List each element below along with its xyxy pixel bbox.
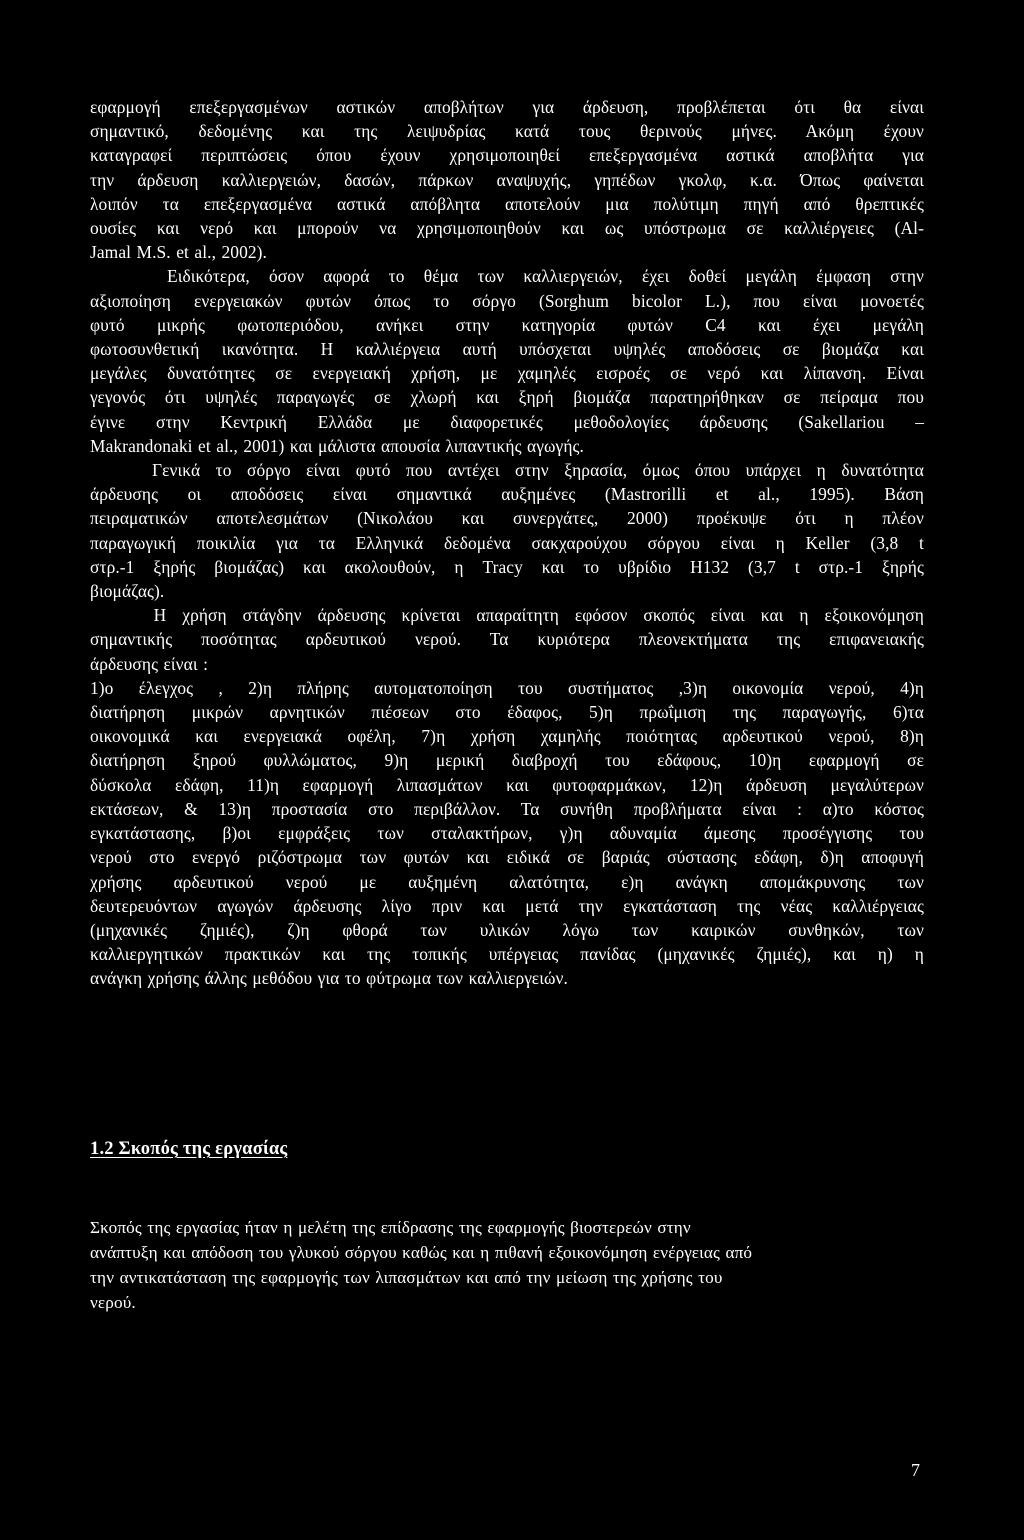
text-line: δευτερευόντων αγωγών άρδευσης λίγο πριν και μετά την εγκατάσταση της νέας καλλιέργειας: [90, 895, 924, 916]
text-line: Γενικά το σόργο είναι φυτό που αντέχει στην ξηρασία, όμως όπου υπάρχει η δυνατότητα: [90, 460, 924, 481]
text-line: ουσίες και νερό και μπορούν να χρησιμοποιηθούν και ως υπόστρωμα σε καλλιέργειες (Al-: [90, 218, 924, 239]
text-line: ανάπτυξη και απόδοση του γλυκού σόργου καθώς και η πιθανή εξοικονόμηση ενέργειας από: [90, 1243, 753, 1262]
text-line: άρδευσης οι αποδόσεις είναι σημαντικά αυξημένες (Mastrorilli et al., 1995). Βάση: [90, 484, 924, 505]
text-line: Σκοπός της εργασίας ήταν η μελέτη της επίδρασης της εφαρμογής βιοστερεών στην: [90, 1218, 691, 1237]
text-line: εφαρμογή επεξεργασμένων αστικών αποβλήτων για άρδευση, προβλέπεται ότι θα είναι: [90, 97, 924, 117]
text-line: (μηχανικές ζημιές), ζ)η φθορά των υλικών λόγω των καιρικών συνθηκών, των: [90, 919, 924, 940]
text-line: εκτάσεων, & 13)η προστασία στο περιβάλλον. Τα συνήθη προβλήματα είναι : α)το κόστος: [90, 798, 924, 819]
text-line: μεγάλες δυνατότητες σε ενεργειακή χρήση, με χαμηλές εισροές σε νερό και λίπανση. Είναι: [90, 363, 924, 384]
text-line: έγινε στην Κεντρική Ελλάδα με διαφορετικές μεθοδολογίες άρδευσης (Sakellariou –: [90, 411, 924, 432]
text-line: διατήρηση μικρών αρνητικών πιέσεων στο έδαφος, 5)η πρωΐμιση της παραγωγής, 6)τα: [90, 702, 924, 723]
text-line: Jamal M.S. et al., 2002).: [90, 242, 268, 263]
text-line: την άρδευση καλλιεργειών, δασών, πάρκων αναψυχής, γηπέδων γκολφ, κ.α. Όπως φαίνεται: [90, 169, 924, 190]
text-line: πειραματικών αποτελεσμάτων (Νικολάου και συνεργάτες, 2000) προέκυψε ότι η πλέον: [90, 508, 924, 529]
text-line: Makrandonaki et al., 2001) και μάλιστα απουσία λιπαντικής αγωγής.: [90, 435, 584, 456]
text-line: χρήσης αρδευτικού νερού με αυξημένη αλατότητα, ε)η ανάγκη απομάκρυνσης των: [90, 871, 924, 892]
text-line: σημαντικό, δεδομένης και της λειψυδρίας κατά τους θερινούς μήνες. Ακόμη έχουν: [90, 121, 924, 142]
text-line: νερού.: [90, 1293, 136, 1312]
text-line: Η χρήση στάγδην άρδευσης κρίνεται απαραίτητη εφόσον σκοπός είναι και η εξοικονόμηση: [90, 605, 924, 626]
aim-paragraph: [90, 1215, 924, 1315]
section-heading: 1.2 Σκοπός της εργασίας: [90, 1139, 288, 1159]
text-line: βιομάζας).: [90, 581, 165, 602]
text-line: αξιοποίηση ενεργειακών φυτών όπως το σόργο (Sorghum bicolor L.), που είναι μονοετές: [90, 290, 924, 311]
text-line: ανάγκη χρήσης άλλης μεθόδου για το φύτρωμα των καλλιεργειών.: [90, 968, 568, 989]
text-line: εγκατάστασης, β)οι εμφράξεις των σταλακτήρων, γ)η αδυναμία άμεσης προσέγγισης του: [90, 823, 924, 844]
text-line: στρ.-1 ξηρής βιομάζας) και ακολουθούν, η Tracy και το υβρίδιο H132 (3,7 t στρ.-1 ξηρής: [90, 556, 924, 577]
text-line: διατήρηση ξηρού φυλλώματος, 9)η μερική διαβροχή του εδάφους, 10)η εφαρμογή σε: [90, 750, 924, 771]
text-line: νερού στο ενεργό ριζόστρωμα των φυτών και ειδικά σε βαριάς σύστασης εδάφη, δ)η αποφυγή: [90, 847, 924, 868]
text-line: 1)ο έλεγχος , 2)η πλήρης αυτοματοποίηση του συστήματος ,3)η οικονομία νερού, 4)η: [90, 677, 924, 698]
text-line: σημαντικής ποσότητας αρδευτικού νερού. Τα κυριότερα πλεονεκτήματα της επιφανειακής: [90, 629, 924, 650]
text-line: παραγωγική ποικιλία για τα Ελληνικά δεδομένα σακχαρούχου σόργου είναι η Keller (3,8 t: [90, 532, 924, 553]
text-line: καταγραφεί περιπτώσεις όπου έχουν χρησιμοποιηθεί επεξεργασμένα αστικά αποβλήτα για: [90, 145, 924, 166]
text-line: λοιπόν τα επεξεργασμένα αστικά απόβλητα αποτελούν μια πολύτιμη πηγή από θρεπτικές: [90, 193, 924, 214]
text-line: καλλιεργητικών πρακτικών και της τοπικής υπέργειας πανίδας (μηχανικές ζημιές), και η) η: [90, 944, 924, 965]
text-line: φυτό μικρής φωτοπεριόδου, ανήκει στην κατηγορία φυτών C4 και έχει μεγάλη: [90, 314, 924, 335]
text-line: φωτοσυνθετική ικανότητα. Η καλλιέργεια αυτή υπόσχεται υψηλές αποδόσεις σε βιομάζα και: [90, 339, 924, 360]
body-text: [90, 95, 924, 991]
text-line: δύσκολα εδάφη, 11)η εφαρμογή λιπασμάτων και φυτοφαρμάκων, 12)η άρδευση μεγαλύτερων: [90, 774, 924, 795]
text-line: γεγονός ότι υψηλές παραγωγές σε χλωρή και ξηρή βιομάζα παρατηρήθηκαν σε πείραμα που: [90, 387, 924, 408]
text-line: οικονομικά και ενεργειακά οφέλη, 7)η χρήση χαμηλής ποιότητας αρδευτικού νερού, 8)η: [90, 726, 924, 747]
text-line: Ειδικότερα, όσον αφορά το θέμα των καλλιεργειών, έχει δοθεί μεγάλη έμφαση στην: [90, 266, 924, 287]
text-line: την αντικατάσταση της εφαρμογής των λιπασμάτων και από την μείωση της χρήσης του: [90, 1268, 723, 1287]
page-number: 7: [911, 1460, 920, 1480]
text-line: άρδευσης είναι :: [90, 653, 209, 674]
